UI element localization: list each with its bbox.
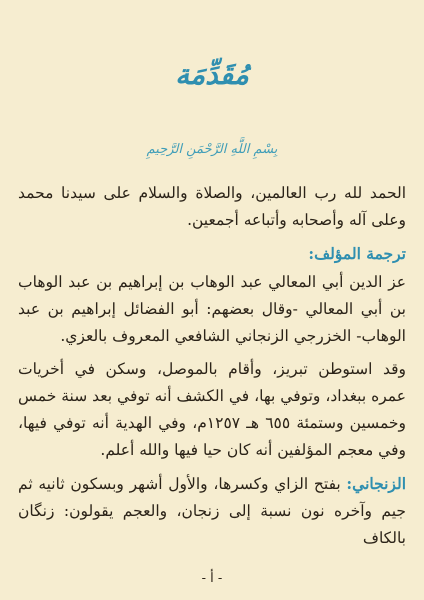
section-heading: ترجمة المؤلف: <box>308 244 406 263</box>
basmala: بِسْمِ اللَّهِ الرَّحْمَنِ الرَّحِيمِ <box>146 142 278 157</box>
page-number: - أ - <box>201 571 223 586</box>
zanjani-paragraph <box>18 470 406 552</box>
body-text <box>18 180 406 558</box>
opening-paragraph: الحمد لله رب العالمين، والصلاة والسلام على سيدنا محمد وعلى آله وأصحابه وأتباعه أجمعين. <box>18 184 406 229</box>
author-name-paragraph: عز الدين أبي المعالي عبد الوهاب بن إبراهيم بن عبد الوهاب بن أبي المعالي -وقال بعضهم: أبو الفضائل إبراهيم بن عبد الوهاب- الخزرجي الزنجاني الشافعي المعروف بالعزي. <box>18 273 406 345</box>
page-title: مُقَدِّمَة <box>175 58 249 91</box>
zanjani-text: بفتح الزاي وكسرها، والأول أشهر وبسكون ثانيه ثم جيم وآخره نون نسبة إلى زنجان، والعجم يقولون: زنگان بالكاف <box>18 475 406 547</box>
zanjani-label: الزنجاني: <box>346 474 406 493</box>
author-biography-paragraph: وقد استوطن تبريز، وأقام بالموصل، وسكن في أخريات عمره ببغداد، وتوفي بها، في الكشف أنه توفي بعد سنة خمس وخمسين وستمئة ٦٥٥ هـ ١٢٥٧م، وفي الهدية أنه توفي فيها، وفي معجم المؤلفين أنه كان حيا فيها والله أعلم. <box>18 360 406 459</box>
